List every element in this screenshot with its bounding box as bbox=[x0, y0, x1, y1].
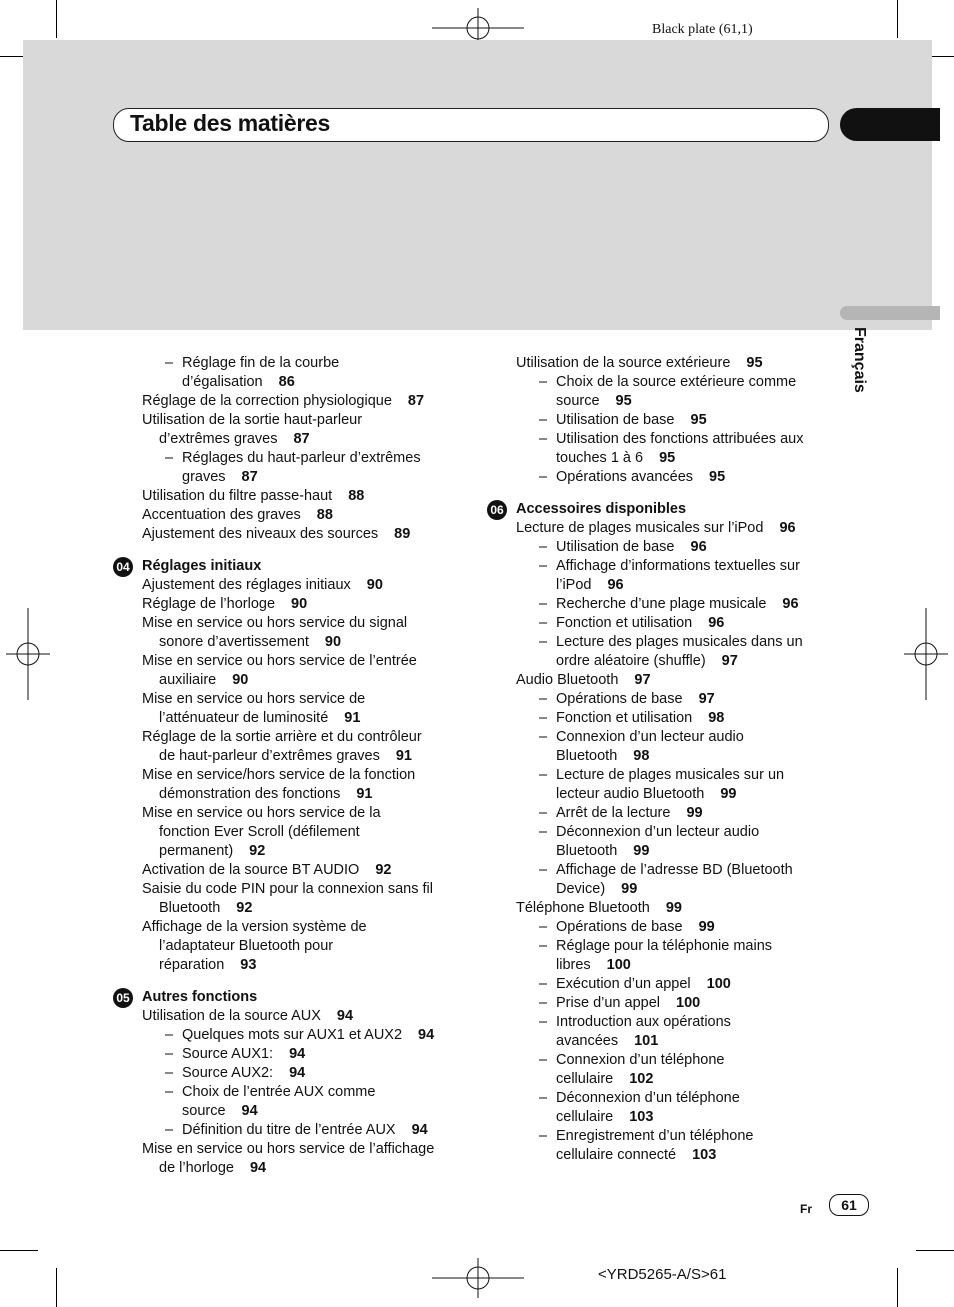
toc-entry-text: de l’horloge bbox=[159, 1160, 234, 1176]
toc-entry[interactable] bbox=[142, 354, 472, 392]
section-title: Accessoires disponibles bbox=[516, 501, 687, 517]
toc-page-number: 90 bbox=[324, 634, 342, 650]
toc-entry-text: Opérations de base bbox=[556, 919, 683, 935]
toc-entry-text: libres bbox=[556, 957, 591, 973]
toc-entry-text: Bluetooth bbox=[159, 900, 221, 916]
toc-entry[interactable] bbox=[516, 614, 836, 633]
toc-page-number: 96 bbox=[607, 577, 624, 593]
toc-entry-text: Prise d’un appel bbox=[556, 995, 660, 1011]
chapter-tab bbox=[840, 108, 940, 141]
toc-entry-text: Device) bbox=[556, 881, 606, 897]
toc-entry-text: auxiliaire bbox=[159, 672, 217, 688]
toc-entry[interactable] bbox=[516, 1051, 836, 1089]
toc-page-number: 95 bbox=[709, 469, 726, 485]
toc-entry-text: Fonction et utilisation bbox=[556, 710, 693, 726]
toc-entry-text: Ajustement des niveaux des sources bbox=[142, 526, 379, 542]
toc-entry[interactable] bbox=[142, 449, 472, 487]
toc-page-number: 94 bbox=[418, 1027, 435, 1043]
toc-entry[interactable] bbox=[516, 538, 836, 557]
toc-entry[interactable] bbox=[142, 614, 472, 652]
toc-entry-text: Réglage de l’horloge bbox=[142, 596, 276, 612]
toc-entry-text: Affichage de l’adresse BD (Bluetooth bbox=[556, 862, 793, 878]
toc-page-number: 96 bbox=[779, 520, 796, 536]
toc-entry[interactable] bbox=[516, 899, 836, 918]
toc-page-number: 94 bbox=[289, 1065, 306, 1081]
toc-entry-text: Arrêt de la lecture bbox=[556, 805, 671, 821]
toc-page-number: 88 bbox=[348, 488, 365, 504]
toc-entry-text: Audio Bluetooth bbox=[516, 672, 619, 688]
toc-page-number: 90 bbox=[232, 672, 249, 688]
toc-entry-text: Mise en service ou hors service du signal bbox=[142, 615, 408, 631]
toc-page-number: 92 bbox=[375, 862, 392, 878]
toc-entry[interactable] bbox=[516, 633, 836, 671]
toc-entry-text: Connexion d’un lecteur audio bbox=[556, 729, 744, 745]
toc-entry-text: graves bbox=[182, 469, 226, 485]
toc-entry[interactable] bbox=[142, 411, 472, 449]
crop-mark bbox=[897, 1268, 898, 1307]
crop-mark bbox=[916, 1250, 954, 1251]
toc-entry-text: Connexion d’un téléphone bbox=[556, 1052, 725, 1068]
toc-entry-text: permanent) bbox=[159, 843, 234, 859]
toc-entry[interactable] bbox=[516, 1089, 836, 1127]
toc-entry-text: Choix de la source extérieure comme bbox=[556, 374, 797, 390]
toc-page-number: 95 bbox=[659, 450, 676, 466]
section-number-badge: 06 bbox=[487, 500, 507, 520]
toc-page-number: 101 bbox=[634, 1033, 659, 1049]
toc-page-number: 94 bbox=[336, 1008, 354, 1024]
toc-entry-text: ordre aléatoire (shuffle) bbox=[556, 653, 706, 669]
toc-entry[interactable] bbox=[142, 487, 472, 506]
toc-column-left bbox=[116, 354, 472, 1178]
toc-page-number: 100 bbox=[676, 995, 701, 1011]
page-number: 61 bbox=[829, 1194, 869, 1216]
toc-page-number: 86 bbox=[278, 374, 295, 390]
toc-entry-text: Utilisation du filtre passe-haut bbox=[142, 488, 333, 504]
toc-entry-text: Déconnexion d’un lecteur audio bbox=[556, 824, 760, 840]
toc-entry-text: Exécution d’un appel bbox=[556, 976, 691, 992]
toc-entry[interactable] bbox=[516, 557, 836, 595]
toc-entry-text: sonore d’avertissement bbox=[159, 634, 309, 650]
toc-entry[interactable] bbox=[142, 766, 472, 804]
toc-entry[interactable] bbox=[142, 1045, 472, 1064]
toc-page-number: 93 bbox=[240, 957, 257, 973]
toc-page-number: 94 bbox=[249, 1160, 267, 1176]
toc-entry-text: Ajustement des réglages initiaux bbox=[142, 577, 351, 593]
toc-entry[interactable] bbox=[516, 728, 836, 766]
crop-mark bbox=[56, 0, 57, 38]
toc-entry-text: l’atténuateur de luminosité bbox=[159, 710, 329, 726]
toc-page-number: 97 bbox=[721, 653, 738, 669]
toc-entry-text: d’extrêmes graves bbox=[159, 431, 278, 447]
crop-mark bbox=[0, 1250, 38, 1251]
toc-entry-text: Bluetooth bbox=[556, 843, 618, 859]
language-code: Fr bbox=[800, 1202, 812, 1216]
toc-entry[interactable] bbox=[516, 430, 836, 468]
toc-entry-text: Bluetooth bbox=[556, 748, 618, 764]
section-number-badge: 04 bbox=[113, 557, 133, 577]
toc-entry[interactable] bbox=[516, 766, 836, 804]
toc-page-number: 100 bbox=[706, 976, 731, 992]
crop-mark bbox=[897, 0, 898, 38]
toc-page-number: 88 bbox=[316, 507, 333, 523]
toc-entry[interactable] bbox=[516, 918, 836, 937]
toc-page-number: 102 bbox=[629, 1071, 654, 1087]
toc-entry-text: Affichage de la version système de bbox=[142, 919, 367, 935]
toc-entry-text: Recherche d’une plage musicale bbox=[556, 596, 767, 612]
toc-page-number: 100 bbox=[606, 957, 631, 973]
toc-entry-text: cellulaire bbox=[556, 1109, 614, 1125]
toc-entry-text: Mise en service ou hors service de bbox=[142, 691, 366, 707]
toc-entry-text: touches 1 à 6 bbox=[556, 450, 644, 466]
toc-entry[interactable] bbox=[516, 823, 836, 861]
toc-entry[interactable] bbox=[516, 468, 836, 487]
toc-entry[interactable] bbox=[516, 1013, 836, 1051]
toc-entry[interactable] bbox=[142, 1083, 472, 1121]
header-band bbox=[23, 40, 932, 330]
toc-entry-text: Lecture de plages musicales sur un bbox=[556, 767, 785, 783]
toc-page-number: 94 bbox=[289, 1046, 306, 1062]
toc-page-number: 99 bbox=[698, 919, 715, 935]
toc-page-number: 91 bbox=[395, 748, 412, 764]
toc-page-number: 103 bbox=[692, 1147, 717, 1163]
toc-page-number: 91 bbox=[344, 710, 361, 726]
toc-entry-text: lecteur audio Bluetooth bbox=[556, 786, 705, 802]
toc-entry[interactable] bbox=[142, 1121, 472, 1140]
toc-page-number: 95 bbox=[615, 393, 632, 409]
toc-page-number: 99 bbox=[633, 843, 650, 859]
toc-entry-text: Choix de l’entrée AUX comme bbox=[182, 1084, 376, 1100]
registration-mark-bottom bbox=[432, 1258, 524, 1298]
toc-page-number: 98 bbox=[708, 710, 725, 726]
toc-entry-text: Réglage de la sortie arrière et du contrôleur bbox=[142, 729, 422, 745]
toc-entry[interactable] bbox=[142, 861, 472, 880]
toc-page-number: 89 bbox=[394, 526, 411, 542]
toc-page-number: 97 bbox=[634, 672, 651, 688]
toc-entry-text: Utilisation de la sortie haut-parleur bbox=[142, 412, 363, 428]
toc-entry[interactable] bbox=[516, 354, 836, 373]
toc-entry[interactable] bbox=[142, 506, 472, 525]
toc-entry[interactable] bbox=[142, 1007, 472, 1026]
toc-entry-text: Définition du titre de l’entrée AUX bbox=[182, 1122, 396, 1138]
toc-entry-text: l’iPod bbox=[556, 577, 592, 593]
toc-entry-text: Réglage fin de la courbe bbox=[182, 355, 340, 371]
toc-entry-text: Réglage pour la téléphonie mains bbox=[556, 938, 773, 954]
toc-entry-text: Mise en service ou hors service de la bbox=[142, 805, 381, 821]
toc-entry[interactable] bbox=[516, 411, 836, 430]
toc-entry-text: source bbox=[556, 393, 600, 409]
toc-page-number: 92 bbox=[236, 900, 253, 916]
toc-entry[interactable] bbox=[516, 1127, 836, 1165]
toc-page-number: 92 bbox=[249, 843, 266, 859]
toc-column-right bbox=[490, 354, 836, 1165]
toc-entry[interactable] bbox=[142, 576, 472, 595]
toc-entry[interactable] bbox=[516, 671, 836, 690]
section-title: Réglages initiaux bbox=[142, 558, 262, 574]
toc-entry-text: Mise en service ou hors service de l’affichage bbox=[142, 1141, 435, 1157]
toc-page-number: 90 bbox=[291, 596, 308, 612]
document-code: <YRD5265-A/S>61 bbox=[598, 1266, 727, 1283]
toc-entry-text: l’adaptateur Bluetooth pour bbox=[159, 938, 334, 954]
toc-page-number: 90 bbox=[366, 577, 383, 593]
toc-page-number: 103 bbox=[629, 1109, 654, 1125]
toc-entry[interactable] bbox=[516, 937, 836, 975]
toc-page-number: 96 bbox=[708, 615, 725, 631]
toc-page-number: 87 bbox=[293, 431, 310, 447]
toc-entry[interactable] bbox=[142, 1140, 472, 1178]
toc-entry-text: démonstration des fonctions bbox=[159, 786, 341, 802]
toc-entry[interactable] bbox=[142, 880, 472, 918]
toc-page-number: 91 bbox=[356, 786, 373, 802]
toc-entry[interactable] bbox=[142, 652, 472, 690]
toc-entry-text: Accentuation des graves bbox=[142, 507, 301, 523]
toc-entry-text: cellulaire bbox=[556, 1071, 614, 1087]
toc-entry-text: Lecture des plages musicales dans un bbox=[556, 634, 803, 650]
toc-entry[interactable] bbox=[516, 519, 836, 538]
toc-entry[interactable] bbox=[142, 804, 472, 861]
toc-entry-text: de haut-parleur d’extrêmes graves bbox=[159, 748, 380, 764]
toc-entry-text: Fonction et utilisation bbox=[556, 615, 693, 631]
toc-section-heading bbox=[116, 988, 472, 1007]
toc-page-number: 99 bbox=[686, 805, 703, 821]
toc-entry-text: Opérations avancées bbox=[556, 469, 694, 485]
toc-page-number: 96 bbox=[782, 596, 799, 612]
toc-entry-text: Téléphone Bluetooth bbox=[516, 900, 650, 916]
toc-entry-text: Utilisation de la source extérieure bbox=[516, 355, 731, 371]
toc-page-number: 99 bbox=[720, 786, 737, 802]
section-number-badge: 05 bbox=[113, 988, 133, 1008]
toc-entry-text: Saisie du code PIN pour la connexion sans fil bbox=[142, 881, 433, 897]
plate-label: Black plate (61,1) bbox=[652, 22, 753, 37]
toc-page-number: 95 bbox=[690, 412, 707, 428]
toc-page-number: 87 bbox=[241, 469, 258, 485]
toc-entry-text: réparation bbox=[159, 957, 225, 973]
language-tab-marker bbox=[840, 306, 940, 320]
toc-entry-text: Source AUX1: bbox=[182, 1046, 274, 1062]
toc-entry-text: source bbox=[182, 1103, 226, 1119]
toc-entry-text: Utilisation de la source AUX bbox=[142, 1008, 321, 1024]
crop-mark bbox=[56, 1268, 57, 1307]
toc-entry[interactable] bbox=[516, 373, 836, 411]
toc-entry[interactable] bbox=[516, 595, 836, 614]
toc-page-number: 94 bbox=[241, 1103, 258, 1119]
toc-entry[interactable] bbox=[142, 728, 472, 766]
toc-entry[interactable] bbox=[516, 861, 836, 899]
toc-entry-text: Réglage de la correction physiologique bbox=[142, 393, 392, 409]
toc-entry-text: Quelques mots sur AUX1 et AUX2 bbox=[182, 1027, 403, 1043]
toc-entry-text: Source AUX2: bbox=[182, 1065, 274, 1081]
toc-section-heading bbox=[116, 557, 472, 576]
toc-page-number: 96 bbox=[690, 539, 707, 555]
toc-entry-text: fonction Ever Scroll (défilement bbox=[159, 824, 360, 840]
toc-page-number: 98 bbox=[633, 748, 650, 764]
toc-page-number: 99 bbox=[621, 881, 638, 897]
toc-page-number: 87 bbox=[407, 393, 425, 409]
toc-entry-text: Utilisation de base bbox=[556, 539, 675, 555]
toc-entry-text: Utilisation de base bbox=[556, 412, 675, 428]
toc-entry[interactable] bbox=[516, 709, 836, 728]
registration-mark-left bbox=[6, 608, 50, 700]
toc-entry-text: Activation de la source BT AUDIO bbox=[142, 862, 360, 878]
toc-entry[interactable] bbox=[142, 1026, 472, 1045]
toc-page-number: 97 bbox=[698, 691, 715, 707]
registration-mark-right bbox=[904, 608, 948, 700]
toc-entry-text: cellulaire connecté bbox=[556, 1147, 677, 1163]
toc-entry[interactable] bbox=[142, 595, 472, 614]
language-tab-label: Français bbox=[851, 327, 868, 393]
toc-entry-text: avancées bbox=[556, 1033, 619, 1049]
toc-entry-text: Introduction aux opérations bbox=[556, 1014, 731, 1030]
toc-entry[interactable] bbox=[516, 994, 836, 1013]
toc-entry[interactable] bbox=[142, 690, 472, 728]
toc-entry-text: d’égalisation bbox=[182, 374, 263, 390]
toc-entry-text: Déconnexion d’un téléphone bbox=[556, 1090, 740, 1106]
toc-entry[interactable] bbox=[142, 525, 472, 544]
toc-entry-text: Mise en service ou hors service de l’entrée bbox=[142, 653, 417, 669]
toc-entry[interactable] bbox=[516, 690, 836, 709]
toc-entry-text: Lecture de plages musicales sur l’iPod bbox=[516, 520, 764, 536]
toc-entry-text: Utilisation des fonctions attribuées aux bbox=[556, 431, 804, 447]
toc-page-number: 95 bbox=[746, 355, 763, 371]
toc-entry[interactable] bbox=[142, 392, 472, 411]
toc-section-heading bbox=[490, 500, 836, 519]
page-title: Table des matières bbox=[130, 110, 330, 136]
toc-entry-text: Réglages du haut-parleur d’extrêmes bbox=[182, 450, 421, 466]
toc-entry[interactable] bbox=[142, 1064, 472, 1083]
toc-entry-text: Opérations de base bbox=[556, 691, 683, 707]
toc-entry-text: Affichage d’informations textuelles sur bbox=[556, 558, 800, 574]
toc-page-number: 99 bbox=[665, 900, 682, 916]
toc-entry-text: Mise en service/hors service de la fonction bbox=[142, 767, 416, 783]
toc-entry[interactable] bbox=[142, 918, 472, 975]
toc-entry[interactable] bbox=[516, 975, 836, 994]
toc-page-number: 94 bbox=[411, 1122, 428, 1138]
section-title: Autres fonctions bbox=[142, 989, 258, 1005]
toc-entry[interactable] bbox=[516, 804, 836, 823]
toc-entry-text: Enregistrement d’un téléphone bbox=[556, 1128, 754, 1144]
